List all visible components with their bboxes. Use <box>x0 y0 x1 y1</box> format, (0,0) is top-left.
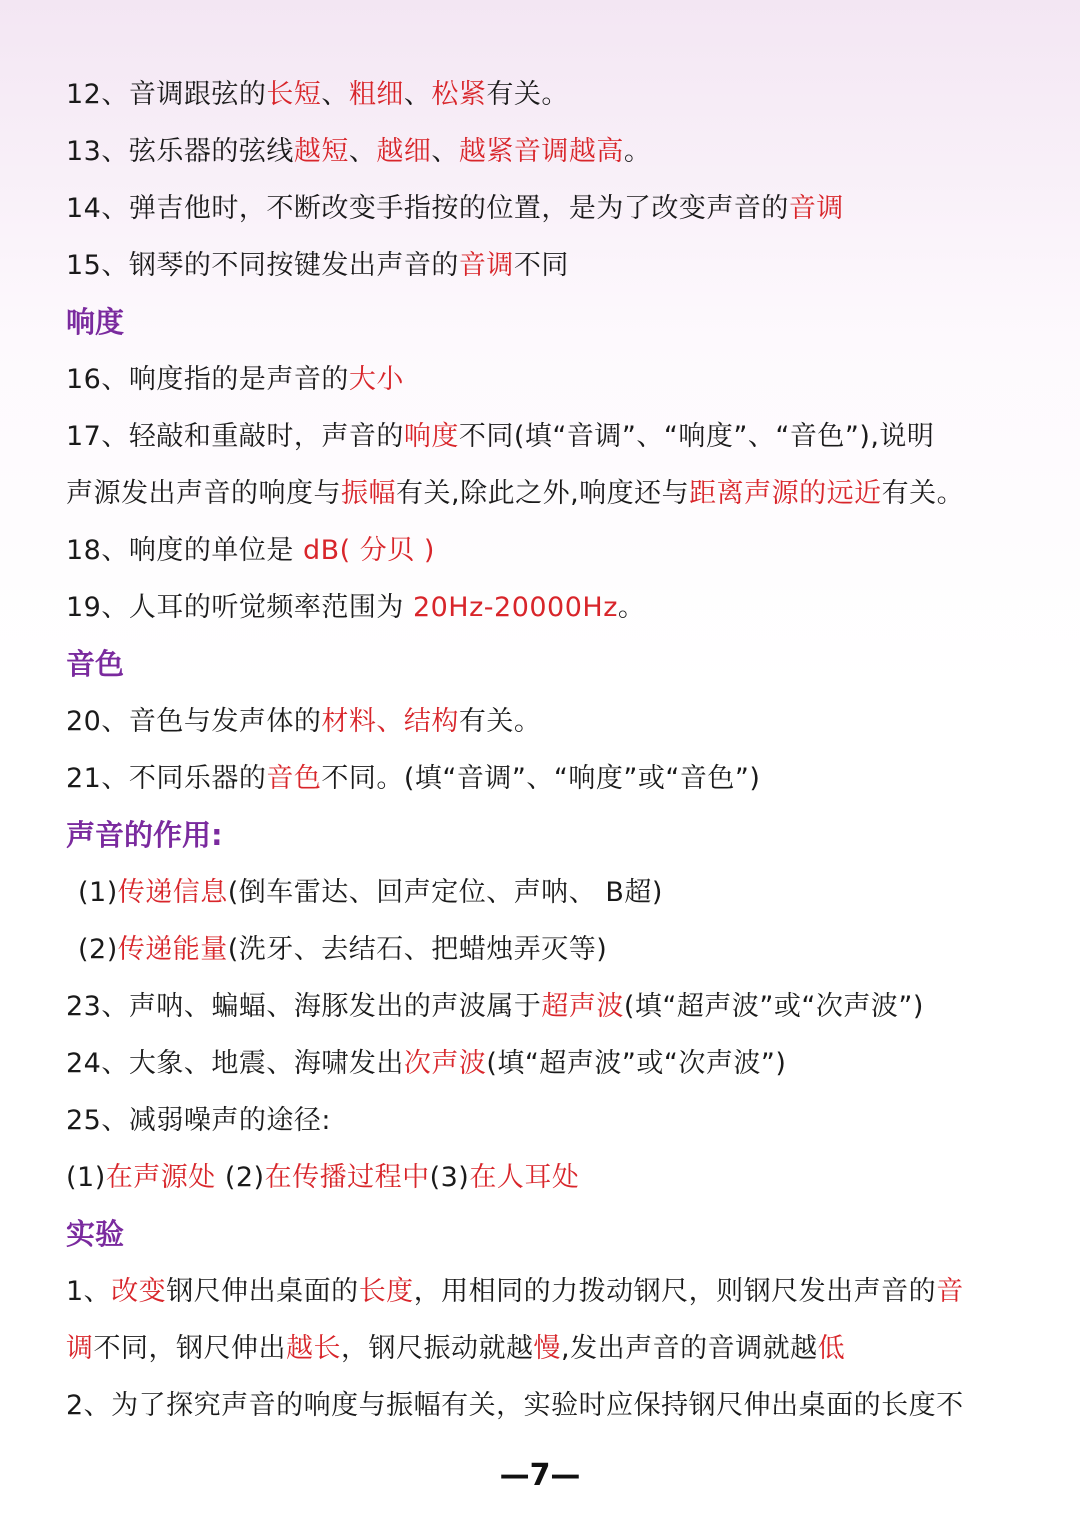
text-segment: 20、音色与发声体的 <box>66 706 322 737</box>
text-line <box>66 1377 1036 1434</box>
text-segment: 18、响度的单位是 <box>66 535 303 566</box>
text-segment: (倒车雷达、回声定位、声呐、 B超) <box>227 877 663 908</box>
text-segment: 25、减弱噪声的途径: <box>66 1105 331 1136</box>
text-segment: 有关,除此之外,响度还与 <box>396 478 690 509</box>
highlighted-answer: 越紧音调越高 <box>458 136 624 167</box>
text-segment: 不同。(填“音调”、“响度”或“音色”) <box>321 763 761 794</box>
highlighted-answer: 音色 <box>266 763 322 794</box>
highlighted-answer: 音 <box>936 1276 964 1307</box>
text-segment: (3) <box>429 1162 470 1193</box>
highlighted-answer: 慢 <box>533 1333 561 1364</box>
highlighted-answer: 振幅 <box>341 478 396 509</box>
text-line <box>66 579 1036 636</box>
highlighted-answer: 长度 <box>358 1276 414 1307</box>
highlighted-answer: 越细 <box>376 136 432 167</box>
section-heading: 实验 <box>66 1217 125 1251</box>
highlighted-answer: 距离声源的远近 <box>689 478 882 509</box>
text-segment: 2、为了探究声音的响度与振幅有关，实验时应保持钢尺伸出桌面的长度不 <box>66 1390 964 1421</box>
highlighted-answer: 音调 <box>458 250 514 281</box>
text-line <box>66 750 1036 807</box>
highlighted-answer: 在声源处 <box>105 1162 216 1193</box>
text-segment: 有关。 <box>881 478 965 509</box>
highlighted-answer: 超声波 <box>541 991 624 1022</box>
highlighted-answer: dB( 分贝 ) <box>302 535 435 566</box>
text-segment: (1) <box>78 877 118 908</box>
text-line <box>66 1320 1036 1377</box>
text-line <box>66 864 1036 921</box>
highlighted-answer: 松紧 <box>431 79 487 110</box>
text-line <box>66 522 1036 579</box>
text-segment: (2) <box>215 1162 265 1193</box>
text-segment: 、 <box>431 136 459 167</box>
page-number: —7— <box>499 1458 581 1493</box>
text-segment: (2) <box>78 934 118 965</box>
text-segment: 。 <box>623 136 652 167</box>
text-segment: 、 <box>321 79 349 110</box>
highlighted-answer: 调 <box>66 1333 94 1364</box>
text-segment: 不同，钢尺伸出 <box>93 1333 286 1364</box>
text-segment: 、 <box>348 136 377 167</box>
text-line <box>66 978 1036 1035</box>
text-line <box>66 66 1036 123</box>
highlighted-answer: 长短 <box>266 79 322 110</box>
highlighted-answer: 20Hz-20000Hz <box>412 592 618 623</box>
text-segment: 、 <box>403 79 432 110</box>
highlighted-answer: 越短 <box>293 136 349 167</box>
text-segment: 1、 <box>66 1276 112 1307</box>
section-heading: 音色 <box>66 647 125 681</box>
document-body <box>66 66 1036 1434</box>
highlighted-answer: 在人耳处 <box>469 1162 580 1193</box>
text-segment: 23、声呐、蝙蝠、海豚发出的声波属于 <box>66 991 542 1022</box>
text-line <box>66 351 1036 408</box>
text-line <box>66 1035 1036 1092</box>
text-segment: 有关。 <box>486 79 569 110</box>
text-line <box>66 1092 1036 1149</box>
text-segment: 15、钢琴的不同按键发出声音的 <box>66 250 459 281</box>
text-segment: (填“超声波”或“次声波”) <box>486 1048 787 1079</box>
highlighted-answer: 传递能量 <box>117 934 228 965</box>
text-line <box>66 408 1036 465</box>
text-segment: (1) <box>66 1162 106 1193</box>
text-segment: 17、轻敲和重敲时，声音的 <box>66 421 404 452</box>
highlighted-answer: 音调 <box>788 193 844 224</box>
text-segment: (填“超声波”或“次声波”) <box>623 991 924 1022</box>
highlighted-answer: 大小 <box>348 364 404 395</box>
text-line <box>66 123 1036 180</box>
highlighted-answer: 粗细 <box>348 79 404 110</box>
section-heading: 响度 <box>66 305 125 339</box>
text-segment: 14、弹吉他时，不断改变手指按的位置，是为了改变声音的 <box>66 193 789 224</box>
text-segment: 钢尺伸出桌面的 <box>166 1276 359 1307</box>
highlighted-answer: 低 <box>817 1333 846 1364</box>
text-segment: ，用相同的力拨动钢尺，则钢尺发出声音的 <box>413 1276 937 1307</box>
text-line <box>66 1149 1036 1206</box>
highlighted-answer: 材料、结构 <box>321 706 459 737</box>
text-line <box>66 237 1036 294</box>
text-segment: 。 <box>617 592 646 623</box>
text-segment: 不同 <box>513 250 569 281</box>
highlighted-answer: 改变 <box>111 1276 167 1307</box>
text-segment: 21、不同乐器的 <box>66 763 267 794</box>
text-line <box>66 693 1036 750</box>
text-segment: (洗牙、去结石、把蜡烛弄灭等) <box>227 934 608 965</box>
text-segment: 有关。 <box>458 706 542 737</box>
section-heading: 声音的作用: <box>66 818 223 852</box>
text-segment: 16、响度指的是声音的 <box>66 364 349 395</box>
text-segment: 19、人耳的听觉频率范围为 <box>66 592 413 623</box>
text-segment: 24、大象、地震、海啸发出 <box>66 1048 404 1079</box>
highlighted-answer: 越长 <box>286 1333 341 1364</box>
highlighted-answer: 传递信息 <box>117 877 228 908</box>
text-segment: 13、弦乐器的弦线 <box>66 136 294 167</box>
text-segment: ，钢尺振动就越 <box>341 1333 534 1364</box>
text-segment: 12、音调跟弦的 <box>66 79 267 110</box>
text-line <box>66 465 1036 522</box>
highlighted-answer: 在传播过程中 <box>264 1162 430 1193</box>
highlighted-answer: 次声波 <box>403 1048 487 1079</box>
text-line <box>66 180 1036 237</box>
text-segment: ,发出声音的音调就越 <box>561 1333 818 1364</box>
text-segment: 不同(填“音调”、“响度”、“音色”),说明 <box>458 421 935 452</box>
highlighted-answer: 响度 <box>403 421 459 452</box>
text-line <box>66 1263 1036 1320</box>
text-line <box>66 921 1036 978</box>
text-segment: 声源发出声音的响度与 <box>66 478 341 509</box>
